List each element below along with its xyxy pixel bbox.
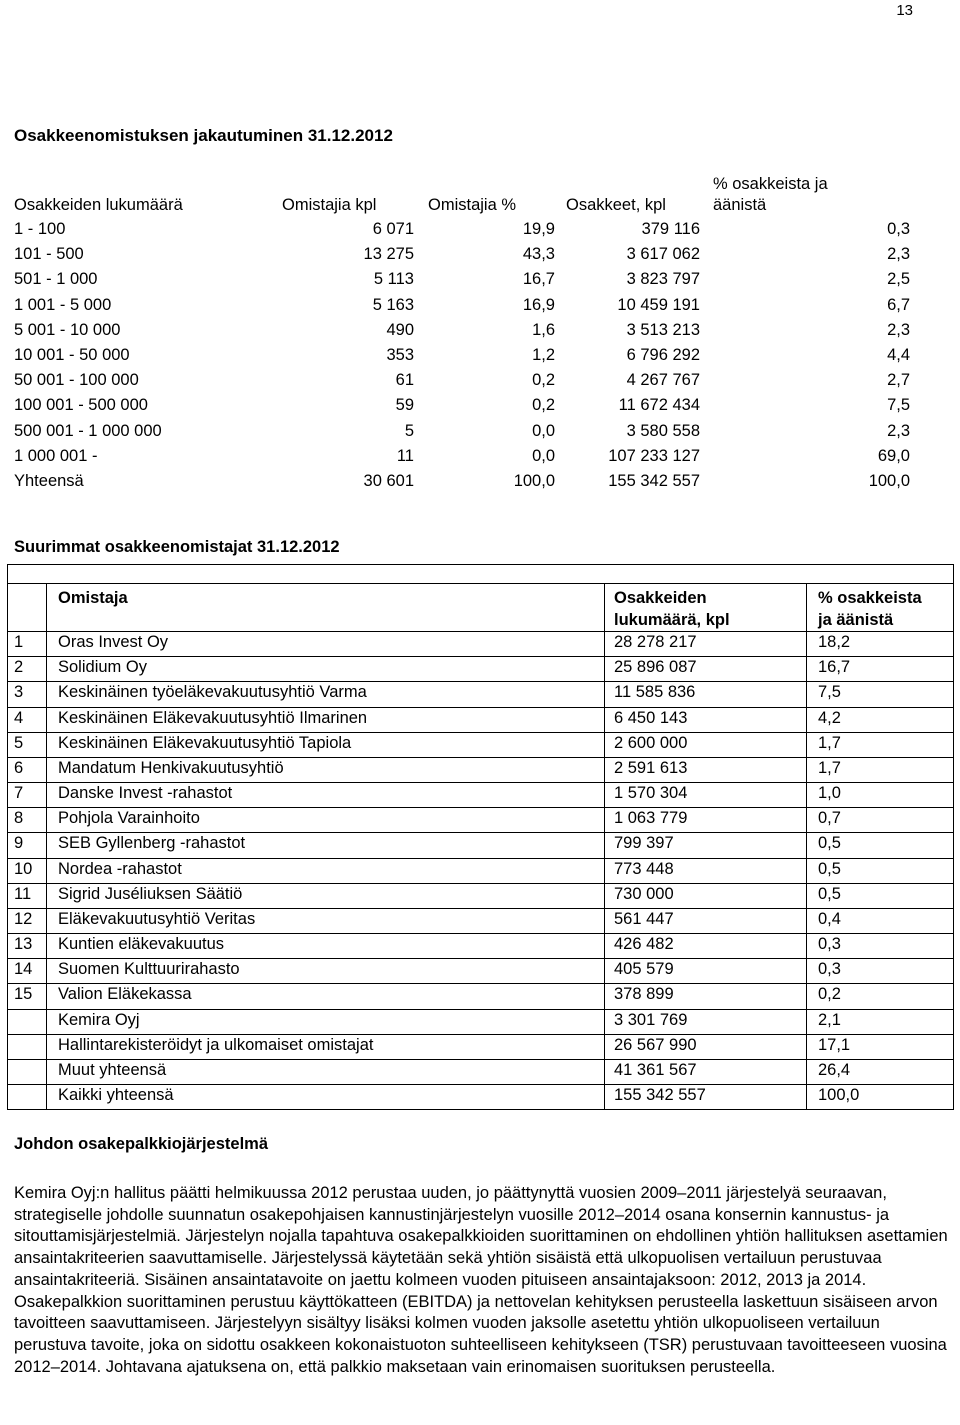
owner-row-9-shares: 799 397: [614, 834, 674, 853]
owner-row-17-name: Hallintarekisteröidyt ja ulkomaiset omistajat: [58, 1035, 374, 1054]
owner-row-14-rank: 14: [14, 960, 33, 979]
owner-row-6-rank: 6: [14, 758, 24, 777]
dist-row-7-owners-pct: 0,2: [532, 371, 555, 390]
dist-row-10-owners-pct: 0,0: [532, 446, 555, 465]
dist-row-2-owners-count: 13 275: [363, 245, 414, 264]
dist-row-11-owners-pct: 100,0: [513, 472, 555, 490]
owner-row-10-rank: 10: [14, 859, 33, 878]
owner-row-4-shares: 6 450 143: [614, 708, 688, 727]
owner-row-12-pct: 0,4: [818, 909, 841, 928]
dist-row-8-pct: 7,5: [887, 396, 910, 415]
owner-row-10-name: Nordea -rahastot: [58, 859, 182, 878]
owner-row-3-name: Keskinäinen työeläkevakuutusyhtiö Varma: [58, 683, 367, 702]
owner-row-8-rank: 8: [14, 809, 24, 828]
owner-row-6-name: Mandatum Henkivakuutusyhtiö: [58, 758, 284, 777]
dist-row-2-owners-pct: 43,3: [522, 245, 555, 264]
dist-row-3-pct: 2,5: [887, 270, 910, 289]
col-header-size-class: Osakkeiden lukumäärä: [14, 196, 183, 214]
dist-row-9-owners-count: 5: [404, 421, 414, 440]
dist-row-4-owners-pct: 16,9: [522, 295, 555, 314]
owner-row-18-shares: 41 361 567: [614, 1060, 697, 1079]
owner-row-7-shares: 1 570 304: [614, 784, 688, 803]
paragraph-text: Kemira Oyj:n hallitus päätti helmikuussa 2012 perustaa uuden, jo päättynyttä vuosien 2009‒2011 järjestelyä seuraavan, strategiselle johdolle suunnatun osakepohjaisen kannustinjärjestelyn vuosille 2012‒2014 osana konsernin kannustus- ja sitouttamisjärjestelmiä. Järjestelyn nojalla tapahtuva osakepalkkioiden suorittaminen on ehdollinen yhtiön hallituksen asettamien ansaintakriteerien saavuttamiselle. Järjestelyssä käytetään sekä yhtiön sisäistä että ulkopuolisen vertailuun perustuvaa ansaintakriteeriä. Sisäinen ansaintatavoite on jaettu kolmeen vuoden pituiseen ansaintajaksoon: 2012, 2013 ja 2014. Osakepalkkion suorittaminen perustuu käyttökatteen (EBITDA) ja nettovelan kehityksen perusteella laskettuun sisäiseen arvon tavoitteen saavuttamiseen. Järjestelyyn sisältyy lisäksi kolmen vuoden jaksolle asetettu yhtiön ulkopuoliseen vertailuun perustuva tavoite, joka on sidottu osakkeen kokonaistuoton suhteelliseen kehitykseen (TSR) perustuvaan tavoitteeseen vuosina 2012‒2014. Johtavana ajatuksena on, että palkkio maksetaan vain erinomaisen suorituksen perusteella.: [14, 1184, 948, 1376]
dist-row-1-size-class: 1 - 100: [14, 220, 66, 238]
dist-row-11-shares: 155 342 557: [608, 472, 700, 490]
dist-row-1-owners-count: 6 071: [372, 220, 414, 238]
dist-row-5-size-class: 5 001 - 10 000: [14, 320, 121, 339]
owner-row-1-rank: 1: [14, 633, 24, 651]
dist-row-3-size-class: 501 - 1 000: [14, 270, 98, 289]
col-header-pct-line1: % osakkeista: [818, 589, 922, 607]
dist-row-6-owners-count: 353: [386, 346, 414, 364]
owner-row-7-rank: 7: [14, 784, 24, 803]
owner-row-9-rank: 9: [14, 834, 24, 853]
owner-row-2-shares: 25 896 087: [614, 658, 697, 677]
col-header-shares-line2: lukumäärä, kpl: [614, 611, 730, 629]
owner-row-2-name: Solidium Oy: [58, 658, 147, 677]
owner-row-16-name: Kemira Oyj: [58, 1010, 140, 1029]
dist-row-9-size-class: 500 001 - 1 000 000: [14, 421, 162, 440]
owner-row-4-name: Keskinäinen Eläkevakuutusyhtiö Ilmarinen: [58, 708, 368, 727]
dist-row-2-shares: 3 617 062: [626, 245, 700, 264]
owner-row-1-name: Oras Invest Oy: [58, 633, 169, 651]
dist-row-4-size-class: 1 001 - 5 000: [14, 295, 112, 314]
owner-row-5-rank: 5: [14, 733, 24, 752]
dist-row-10-size-class: 1 000 001 -: [14, 446, 98, 465]
owner-row-13-shares: 426 482: [614, 935, 674, 954]
dist-row-3-owners-pct: 16,7: [522, 270, 555, 289]
owner-row-13-name: Kuntien eläkevakuutus: [58, 935, 225, 954]
dist-row-6-size-class: 10 001 - 50 000: [14, 346, 130, 364]
owner-row-17-pct: 17,1: [818, 1035, 851, 1054]
owner-row-5-shares: 2 600 000: [614, 733, 688, 752]
owner-row-3-rank: 3: [14, 683, 24, 702]
owner-row-16-pct: 2,1: [818, 1010, 841, 1029]
dist-row-7-owners-count: 61: [395, 371, 414, 390]
dist-row-8-shares: 11 672 434: [618, 396, 700, 415]
section-title-largest-owners: Suurimmat osakkeenomistajat 31.12.2012: [14, 538, 340, 556]
dist-row-10-shares: 107 233 127: [608, 446, 700, 465]
owner-row-18-pct: 26,4: [818, 1060, 851, 1079]
owner-row-2-pct: 16,7: [818, 658, 851, 677]
owner-row-11-name: Sigrid Juséliuksen Säätiö: [58, 884, 243, 903]
owner-row-14-pct: 0,3: [818, 960, 841, 979]
owner-row-7-pct: 1,0: [818, 784, 841, 803]
owner-row-17-shares: 26 567 990: [614, 1035, 697, 1054]
dist-row-3-shares: 3 823 797: [626, 270, 700, 289]
col-header-owners-count: Omistajia kpl: [282, 196, 377, 214]
dist-row-7-size-class: 50 001 - 100 000: [14, 371, 139, 390]
dist-row-10-pct: 69,0: [877, 446, 910, 465]
dist-row-6-pct: 4,4: [887, 346, 910, 364]
owner-row-13-rank: 13: [14, 935, 33, 954]
dist-row-4-pct: 6,7: [887, 295, 910, 314]
col-header-shares-line1: Osakkeiden: [614, 589, 707, 607]
owner-row-11-pct: 0,5: [818, 884, 841, 903]
owner-row-5-name: Keskinäinen Eläkevakuutusyhtiö Tapiola: [58, 733, 352, 752]
owner-row-4-pct: 4,2: [818, 708, 841, 727]
col-header-shares: Osakkeet, kpl: [566, 196, 666, 214]
col-header-owners-pct: Omistajia %: [428, 196, 517, 214]
dist-row-8-owners-pct: 0,2: [532, 396, 555, 415]
dist-row-11-pct: 100,0: [868, 472, 910, 490]
owner-row-1-pct: 18,2: [818, 633, 851, 651]
owner-row-14-shares: 405 579: [614, 960, 674, 979]
dist-row-5-pct: 2,3: [887, 320, 910, 339]
owner-row-4-rank: 4: [14, 708, 24, 727]
dist-row-10-owners-count: 11: [396, 446, 414, 465]
owner-row-8-shares: 1 063 779: [614, 809, 688, 828]
col-header-pct-line2: ja äänistä: [818, 611, 894, 629]
dist-row-11-size-class: Yhteensä: [14, 472, 84, 490]
owner-row-2-rank: 2: [14, 658, 24, 677]
dist-row-7-pct: 2,7: [887, 371, 910, 390]
dist-row-5-shares: 3 513 213: [626, 320, 700, 339]
owner-row-15-name: Valion Eläkekassa: [58, 985, 192, 1004]
owner-row-7-name: Danske Invest -rahastot: [58, 784, 233, 803]
owner-row-12-shares: 561 447: [614, 909, 674, 928]
dist-row-11-owners-count: 30 601: [363, 472, 414, 490]
owner-row-19-name: Kaikki yhteensä: [58, 1086, 174, 1105]
owner-row-10-pct: 0,5: [818, 859, 841, 878]
dist-row-4-shares: 10 459 191: [617, 295, 700, 314]
owner-row-1-shares: 28 278 217: [614, 633, 697, 651]
owner-row-11-shares: 730 000: [614, 884, 674, 903]
dist-row-5-owners-count: 490: [386, 320, 414, 339]
section-title-share-plan: Johdon osakepalkkiojärjestelmä: [14, 1135, 269, 1153]
owner-row-15-pct: 0,2: [818, 985, 841, 1004]
dist-row-8-size-class: 100 001 - 500 000: [14, 396, 148, 415]
dist-row-4-owners-count: 5 163: [372, 295, 414, 314]
owner-row-5-pct: 1,7: [818, 733, 841, 752]
dist-row-1-owners-pct: 19,9: [522, 220, 555, 238]
owner-row-9-name: SEB Gyllenberg -rahastot: [58, 834, 246, 853]
owner-row-8-pct: 0,7: [818, 809, 841, 828]
dist-row-2-pct: 2,3: [887, 245, 910, 264]
owner-row-18-name: Muut yhteensä: [58, 1060, 167, 1079]
owner-row-10-shares: 773 448: [614, 859, 674, 878]
owner-row-15-shares: 378 899: [614, 985, 674, 1004]
dist-row-1-pct: 0,3: [887, 220, 910, 238]
share-plan-paragraph: [14, 1183, 949, 1378]
owner-row-13-pct: 0,3: [818, 935, 841, 954]
owner-row-6-shares: 2 591 613: [614, 758, 688, 777]
dist-row-1-shares: 379 116: [641, 220, 700, 238]
page-number: 13: [896, 2, 913, 19]
section-title-distribution: Osakkeenomistuksen jakautuminen 31.12.2012: [14, 126, 393, 145]
owner-row-15-rank: 15: [14, 985, 33, 1004]
col-header-owner: Omistaja: [58, 589, 128, 607]
dist-row-9-owners-pct: 0,0: [532, 421, 555, 440]
owner-row-12-rank: 12: [14, 909, 33, 928]
owner-row-9-pct: 0,5: [818, 834, 841, 853]
dist-row-9-pct: 2,3: [887, 421, 910, 440]
owner-row-6-pct: 1,7: [818, 758, 841, 777]
owner-row-11-rank: 11: [14, 884, 32, 903]
owner-row-12-name: Eläkevakuutusyhtiö Veritas: [58, 909, 256, 928]
owner-row-8-name: Pohjola Varainhoito: [58, 809, 200, 828]
dist-row-5-owners-pct: 1,6: [532, 320, 555, 339]
owner-row-3-shares: 11 585 836: [614, 683, 696, 702]
dist-row-9-shares: 3 580 558: [626, 421, 700, 440]
owner-row-3-pct: 7,5: [818, 683, 841, 702]
dist-row-6-shares: 6 796 292: [626, 346, 700, 364]
dist-row-2-size-class: 101 - 500: [14, 245, 84, 264]
col-header-pct-line2: äänistä: [713, 196, 767, 214]
owner-row-19-pct: 100,0: [818, 1086, 860, 1105]
col-header-pct-line1: % osakkeista ja: [713, 175, 828, 193]
dist-row-3-owners-count: 5 113: [373, 270, 414, 289]
dist-row-6-owners-pct: 1,2: [532, 346, 555, 364]
dist-row-8-owners-count: 59: [395, 396, 414, 415]
owner-row-16-shares: 3 301 769: [614, 1010, 688, 1029]
owner-row-14-name: Suomen Kulttuurirahasto: [58, 960, 240, 979]
owner-row-19-shares: 155 342 557: [614, 1086, 706, 1105]
dist-row-7-shares: 4 267 767: [626, 371, 700, 390]
